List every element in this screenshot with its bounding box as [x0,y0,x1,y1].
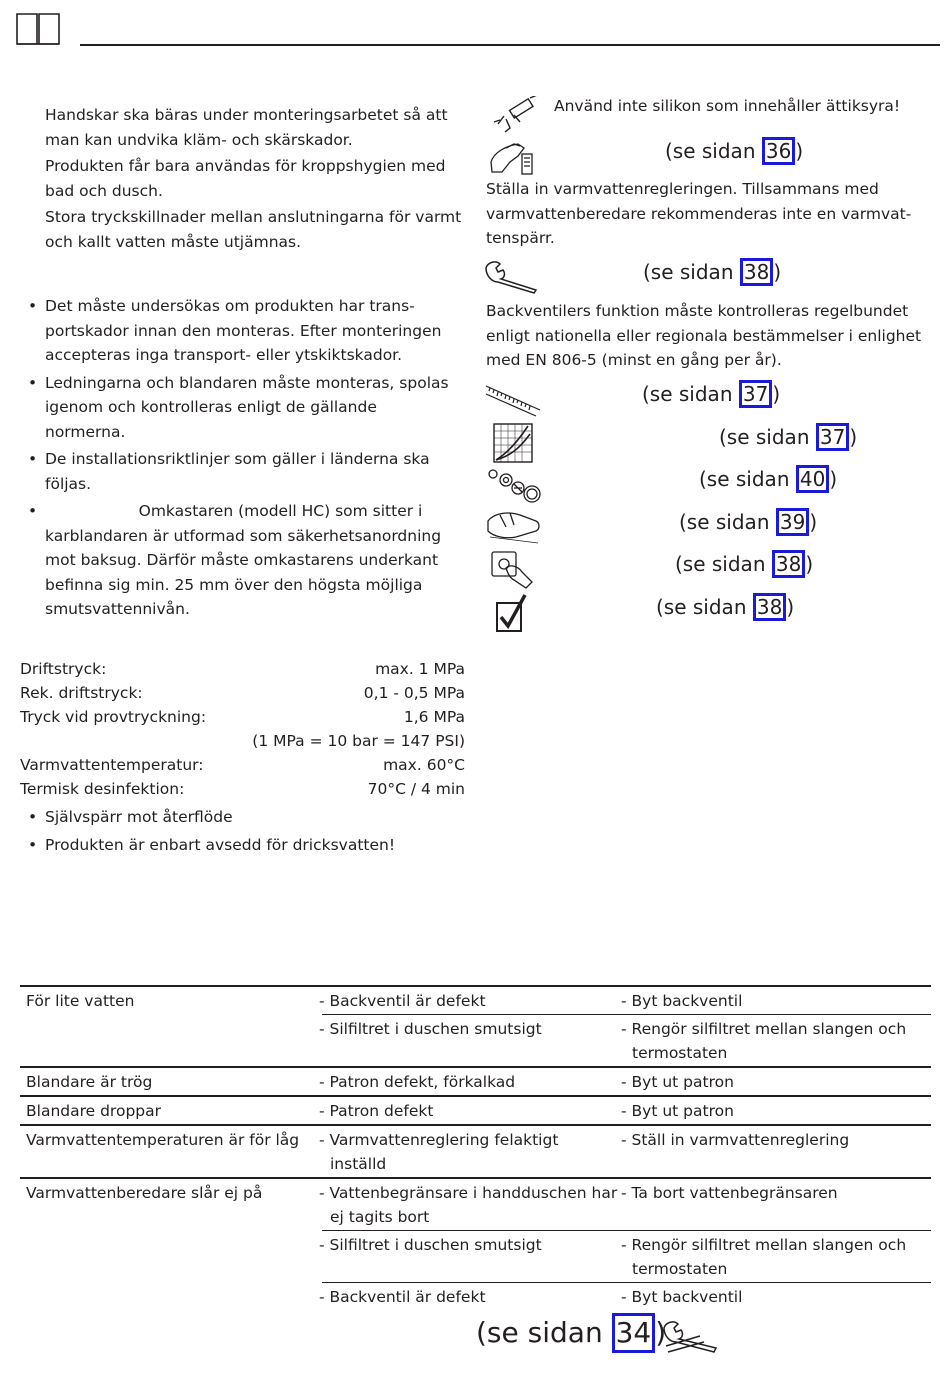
cause-cell: - Patron defekt [322,1096,624,1125]
product-features [28,805,468,860]
cause-cell: - Silfiltret i duschen smutsigt [322,1015,624,1068]
page-ref-37[interactable]: (se sidan 37 ) [719,425,858,449]
troubleshooting-page-ref[interactable]: (se sidan 34 ) [476,1313,666,1353]
troubleshooting-table [20,985,931,1310]
list-item: • Det måste undersökas om produkten har trans- portskador innan den monteras. Efter monteringen accepteras inga transport- eller ytskiktskador. [28,294,468,368]
page-ref-38[interactable]: (se sidan 38 ) [643,260,782,284]
flow-diagram-icon [492,422,534,464]
remedy-cell: - Byt ut patron [624,1096,931,1125]
table-row [20,1067,931,1096]
cause-cell: - Backventil är defekt [322,986,624,1015]
page-ref-38[interactable]: (se sidan 38 ) [675,552,814,576]
remedy-cell: - Byt backventil [624,1283,931,1311]
page-ref-39[interactable]: (se sidan 39 ) [679,510,818,534]
service-hand-icon [488,548,538,590]
intro-line: man kan undvika kläm- och skärskador. [45,130,353,149]
page-ref-38[interactable]: (se sidan 38 ) [656,595,795,619]
cause-cell: - Vattenbegränsare i handduschen har ej tagits bort [322,1178,624,1231]
problem-cell: Varmvattentemperaturen är för låg [20,1125,322,1178]
table-row [20,1125,931,1178]
ruler-dimensions-icon [484,380,542,418]
remedy-cell: - Ställ in varmvattenreglering [624,1125,931,1178]
cleaning-hand-icon [486,507,542,545]
page-ref-40[interactable]: (se sidan 40 ) [699,467,838,491]
list-item: • De installationsriktlinjer som gäller i länderna ska följas. [28,447,468,496]
problem-cell: Varmvattenberedare slår ej på [20,1178,322,1231]
remedy-cell: - Ta bort vattenbegränsaren [624,1178,931,1231]
caulking-gun-icon [490,96,546,136]
cause-cell: - Backventil är defekt [322,1283,624,1311]
check-valve-parts-icon [486,466,544,506]
list-item: • Produkten är enbart avsedd för dricksvatten! [28,833,468,858]
intro-line: Produkten får bara användas för kroppshygien med [45,157,446,175]
header-rule [80,44,940,46]
manual-book-icon [15,10,61,46]
intro-line: Stora tryckskillnader mellan anslutningarna för varmt [45,208,462,226]
remedy-cell: - Byt ut patron [624,1067,931,1096]
list-item: • Självspärr mot återflöde [28,805,468,830]
page-ref-36[interactable]: (se sidan 36 ) [665,139,804,163]
silicone-warning: Använd inte silikon som innehåller ättiksyra! [554,97,901,115]
table-row [20,1283,931,1311]
spec-row: Tryck vid provtryckning: 1,6 MPa [20,708,465,726]
spec-row: (1 MPa = 10 bar = 147 PSI) [252,732,465,750]
table-row [20,986,931,1015]
hot-water-note: Ställa in varmvattenregleringen. Tillsammans med varmvattenberedare rekommenderas inte en varmvat- tenspärr. [486,180,912,247]
table-row [20,1231,931,1283]
remedy-cell: - Byt backventil [624,986,931,1015]
cause-cell: - Patron defekt, förkalkad [322,1067,624,1096]
cause-cell: - Varmvattenreglering felaktigt inställd [322,1125,624,1178]
list-item: • Omkastaren (modell HC) som sitter i karblandaren är utformad som säkerhetsanordning mot baksug. Därför måste omkastarens underkant befinna sig min. 25 mm över den högsta möjliga smutsvattennivån. [28,499,468,622]
spec-row: Rek. driftstryck: 0,1 - 0,5 MPa [20,684,465,702]
intro-line: bad och dusch. [45,181,163,200]
list-item: • Ledningarna och blandaren måste monteras, spolas igenom och kontrolleras enligt de gällande normerna. [28,371,468,445]
spec-row: Driftstryck: max. 1 MPa [20,660,465,678]
problem-cell [20,1015,322,1068]
spec-row: Varmvattentemperatur: max. 60°C [20,756,465,774]
remedy-cell: - Rengör silfiltret mellan slangen och termostaten [624,1231,931,1283]
problem-cell: Blandare droppar [20,1096,322,1125]
spec-row: Termisk desinfektion: 70°C / 4 min [20,780,465,798]
thermostat-adjust-icon [488,138,534,178]
backflow-note: Backventilers funktion måste kontrolleras regelbundet enligt nationella eller regionala bestämmelser i enlighet med EN 806-5 (minst en gång per år). [486,302,922,369]
cause-cell: - Silfiltret i duschen smutsigt [322,1231,624,1283]
installation-notes [28,294,468,625]
intro-line: och kallt vatten måste utjämnas. [45,232,302,251]
intro-line: Handskar ska bäras under monteringsarbetet så att [45,106,448,124]
safety-intro [45,103,470,254]
table-row [20,1015,931,1068]
wrench-icon [484,260,542,294]
problem-cell: Blandare är trög [20,1067,322,1096]
table-row [20,1096,931,1125]
tools-icon [660,1318,720,1358]
table-row [20,1178,931,1231]
problem-cell [20,1283,322,1311]
page-ref-37[interactable]: (se sidan 37 ) [642,382,781,406]
problem-cell: För lite vatten [20,986,322,1015]
checkbox-icon [495,593,529,635]
problem-cell [20,1231,322,1283]
remedy-cell: - Rengör silfiltret mellan slangen och termostaten [624,1015,931,1068]
